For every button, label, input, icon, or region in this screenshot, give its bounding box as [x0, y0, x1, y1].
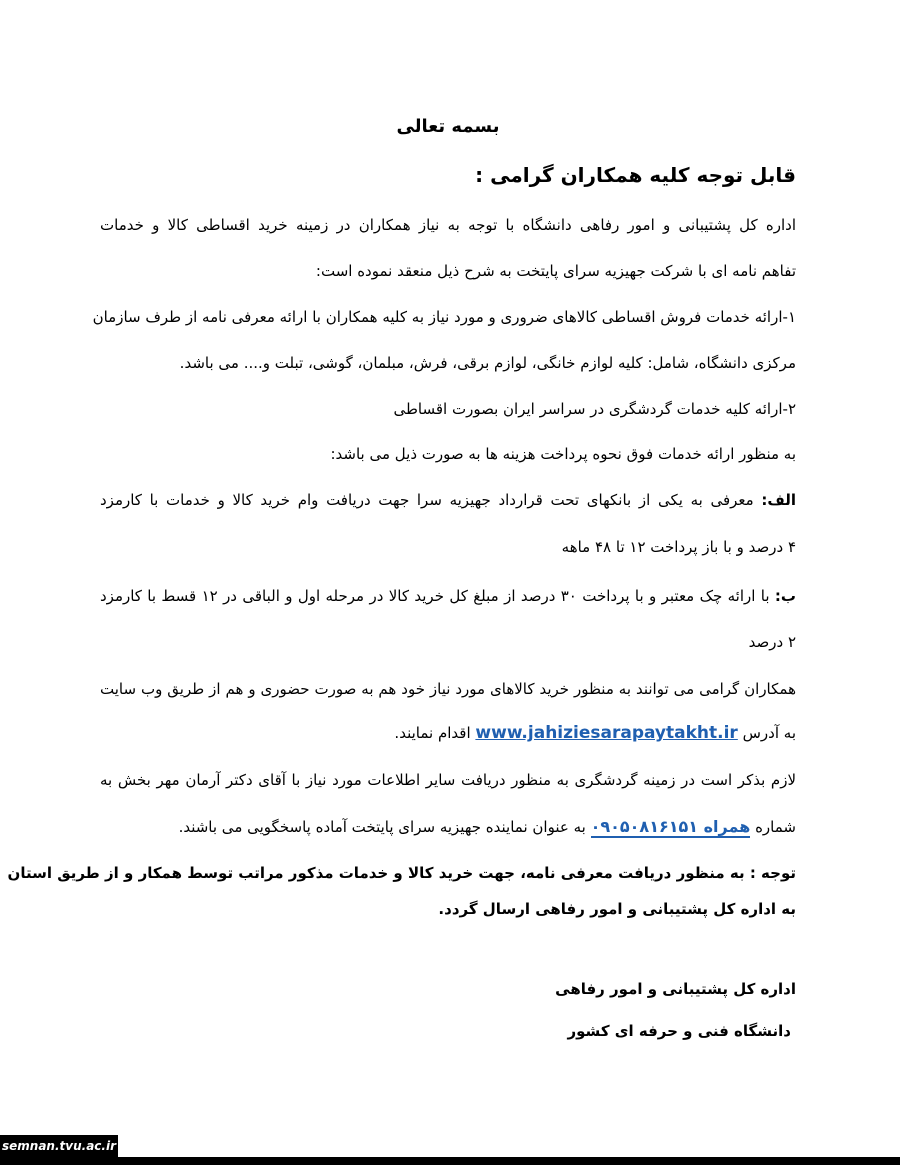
item-1-line-2: مرکزی دانشگاه، شامل: کلیه لوازم خانگی، لوازم برقی، فرش، مبلمان، گوشی، تبلت و.... می باشد.	[179, 354, 796, 372]
item-2: ۲-ارائه کلیه خدمات گردشگری در سراسر ایران بصورت اقساطی	[393, 400, 796, 418]
letter-title: بسمه تعالی	[396, 116, 500, 137]
intro-line-2: تفاهم نامه ای با شرکت جهیزیه سرای پایتخت به شرح ذیل منعقد نموده است:	[315, 262, 796, 280]
footer-bar	[0, 1157, 900, 1165]
address-prefix: به آدرس	[742, 724, 796, 742]
signature-line-2: دانشگاه فنی و حرفه ای کشور	[567, 1022, 791, 1040]
option-be-line-2: ۲ درصد	[748, 633, 796, 651]
address-suffix: اقدام نمایند.	[394, 724, 471, 742]
option-be-text: با ارائه چک معتبر و با پرداخت ۳۰ درصد از مبلغ کل خرید کالا در مرحله اول و الباقی در ۱۲ قسط با کارمزد	[100, 587, 775, 605]
option-be-line-1	[100, 585, 796, 607]
item-1-line-1: ۱-ارائه خدمات فروش اقساطی کالاهای ضروری و مورد نیاز به کلیه همکاران با ارائه معرفی نامه از طرف سازمان	[92, 308, 796, 326]
colleagues-line-1: همکاران گرامی می توانند به منظور خرید کالاهای مورد نیاز خود هم به صورت حضوری و هم از طریق وب سایت	[100, 680, 796, 698]
intro-line-1: اداره کل پشتیبانی و امور رفاهی دانشگاه با توجه به نیاز همکاران در زمینه خرید اقساطی کالا و خدمات	[100, 216, 796, 234]
address-line	[100, 722, 796, 744]
option-alef-text: معرفی به یکی از بانکهای تحت قرارداد جهیزیه سرا جهت دریافت وام خرید کالا و خدمات با کارمزد	[100, 491, 762, 509]
phone-line	[100, 816, 796, 838]
option-alef-line-2: ۴ درصد و با باز پرداخت ۱۲ تا ۴۸ ماهه	[561, 538, 796, 556]
phone-prefix: شماره	[755, 818, 796, 836]
tourism-line-1: لازم بذکر است در زمینه گردشگری به منظور دریافت سایر اطلاعات مورد نیاز با آقای دکتر آرمان مهر بخش به	[100, 771, 796, 789]
watermark: semnan.tvu.ac.ir	[0, 1135, 118, 1157]
note-line-1: توجه : به منظور دریافت معرفی نامه، جهت خرید کالا و خدمات مذکور مراتب توسط همکار و از طریق استان	[7, 864, 796, 882]
option-be-label: ب:	[774, 587, 796, 605]
option-alef-line-1	[100, 489, 796, 511]
website-link[interactable]: www.jahiziesarapaytakht.ir	[475, 723, 738, 743]
signature-line-1: اداره کل پشتیبانی و امور رفاهی	[555, 980, 796, 998]
payment-intro: به منظور ارائه خدمات فوق نحوه پرداخت هزینه ها به صورت ذیل می باشد:	[330, 445, 796, 463]
letter-heading: قابل توجه کلیه همکاران گرامی :	[475, 163, 796, 187]
note-line-2: به اداره کل پشتیبانی و امور رفاهی ارسال گردد.	[438, 900, 796, 918]
phone-suffix: به عنوان نماینده جهیزیه سرای پایتخت آماده پاسخگویی می باشند.	[178, 818, 586, 836]
phone-number[interactable]: همراه ۰۹۰۵۰۸۱۶۱۵۱	[590, 817, 751, 836]
option-alef-label: الف:	[761, 491, 796, 509]
